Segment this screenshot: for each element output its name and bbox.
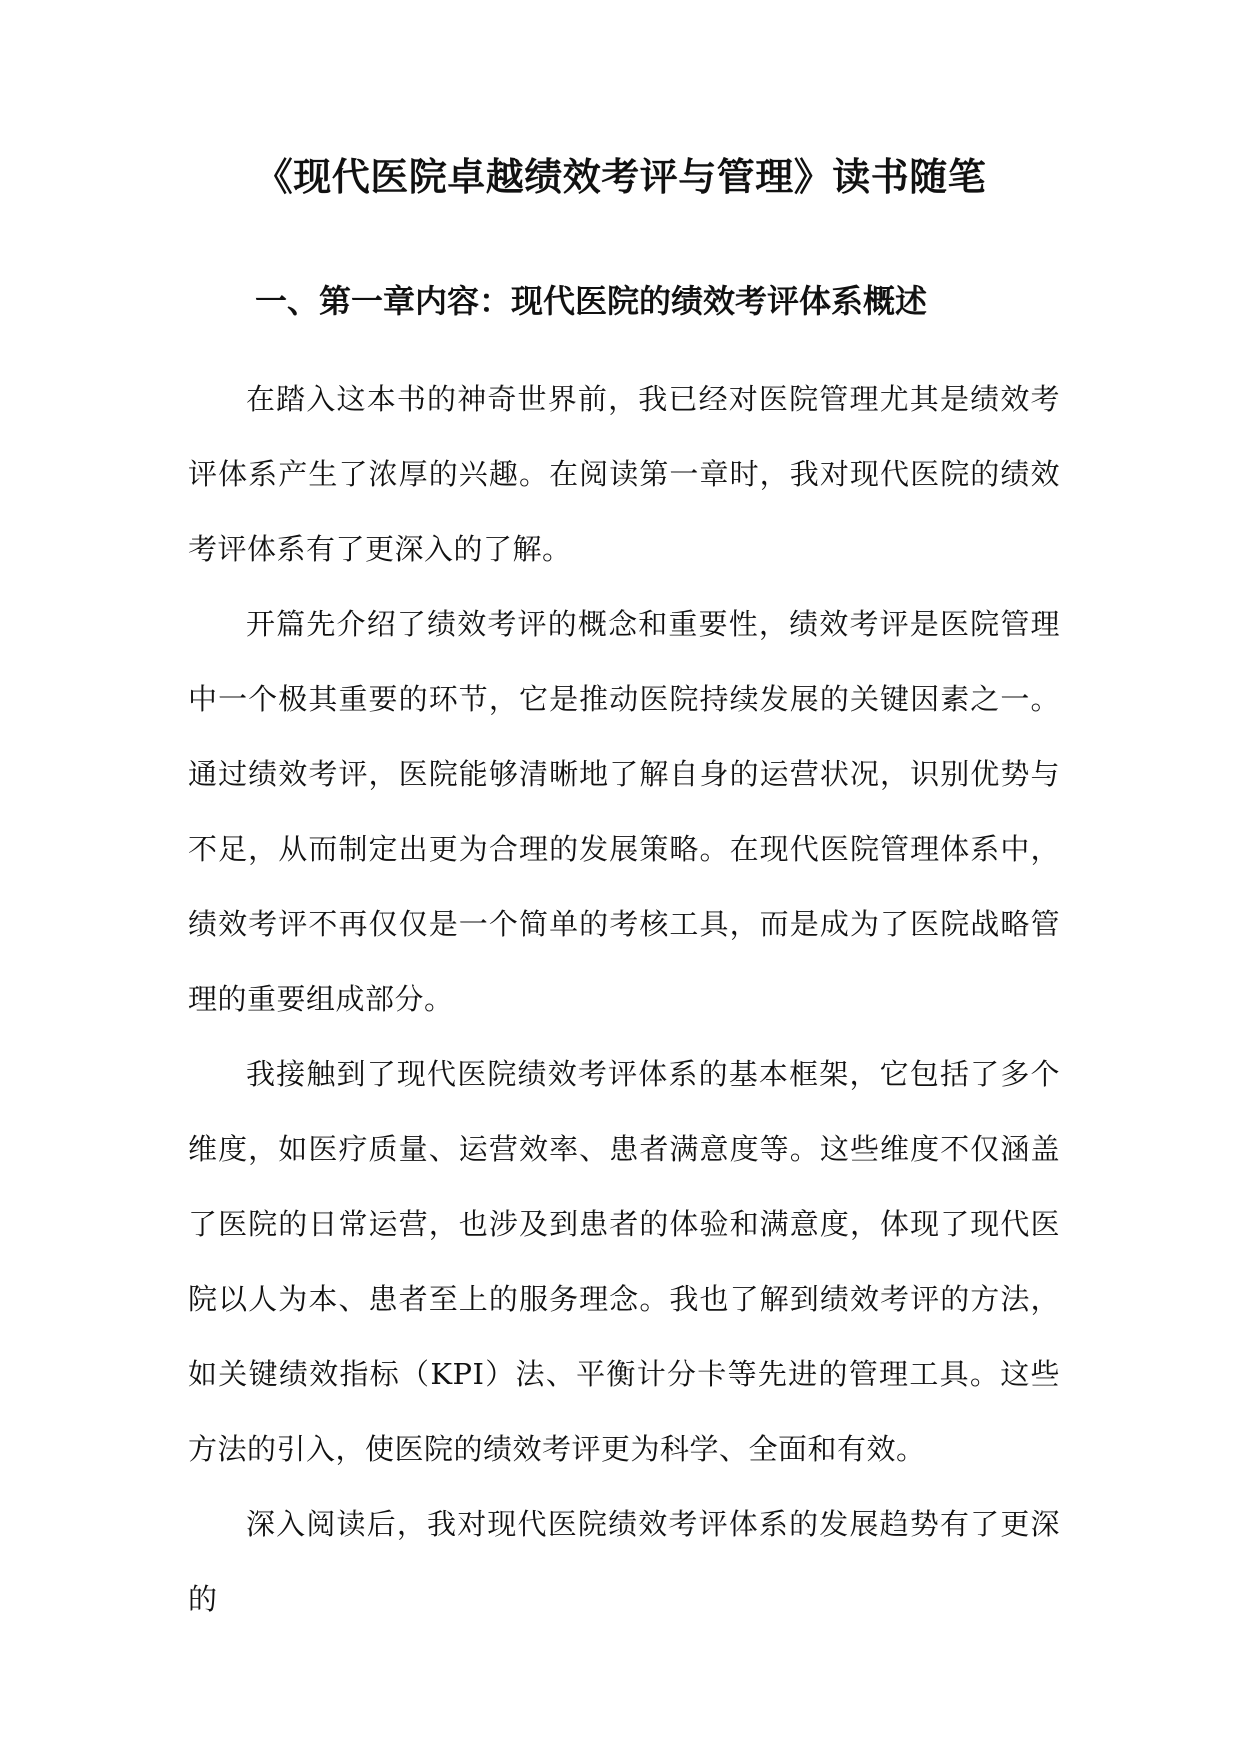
paragraph: 深入阅读后，我对现代医院绩效考评体系的发展趋势有了更深的 (188, 1507, 1060, 1616)
paragraph: 在踏入这本书的神奇世界前，我已经对医院管理尤其是绩效考评体系产生了浓厚的兴趣。在阅读第一章时，我对现代医院的绩效考评体系有了更深入的了解。 (188, 382, 1060, 566)
paragraph: 开篇先介绍了绩效考评的概念和重要性，绩效考评是医院管理中一个极其重要的环节，它是推动医院持续发展的关键因素之一。通过绩效考评，医院能够清晰地了解自身的运营状况，识别优势与不足，从而制定出更为合理的发展策略。在现代医院管理体系中，绩效考评不再仅仅是一个简单的考核工具，而是成为了医院战略管理的重要组成部分。 (188, 607, 1060, 1016)
section-body (188, 362, 1060, 1637)
section-heading: 一、第一章内容：现代医院的绩效考评体系概述 (255, 282, 928, 320)
document-title: 《现代医院卓越绩效考评与管理》读书随笔 (254, 154, 987, 199)
paragraph: 我接触到了现代医院绩效考评体系的基本框架，它包括了多个维度，如医疗质量、运营效率、患者满意度等。这些维度不仅涵盖了医院的日常运营，也涉及到患者的体验和满意度，体现了现代医院以人为本、患者至上的服务理念。我也了解到绩效考评的方法，如关键绩效指标（KPI）法、平衡计分卡等先进的管理工具。这些方法的引入，使医院的绩效考评更为科学、全面和有效。 (188, 1057, 1060, 1466)
